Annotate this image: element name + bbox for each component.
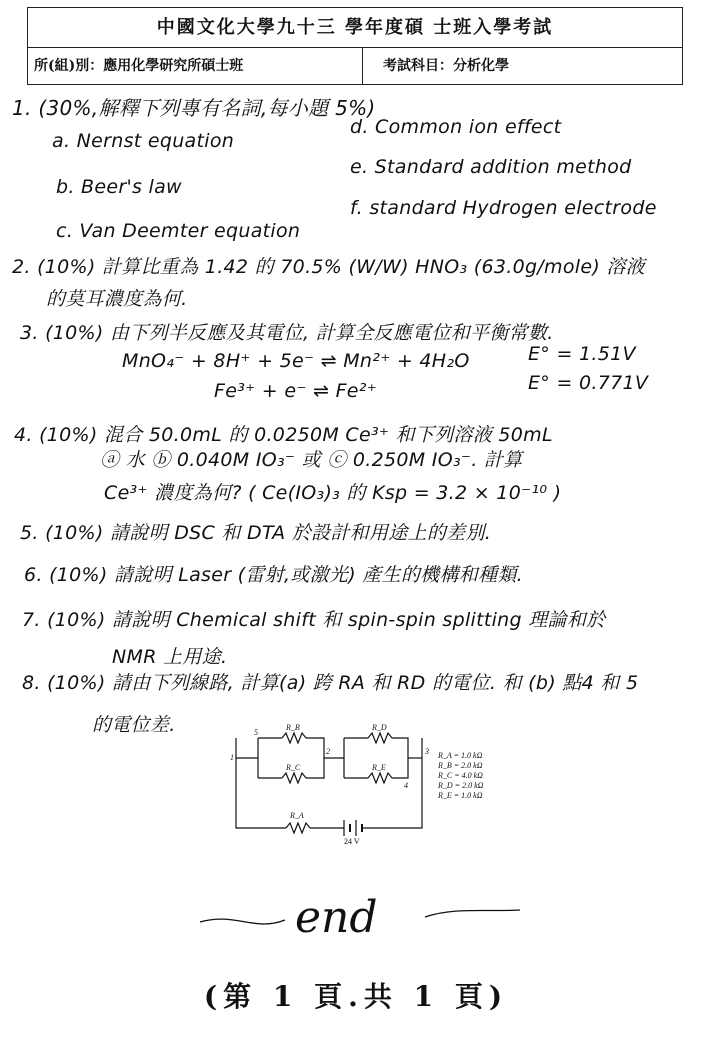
circuit-label-rb: R_B <box>286 723 300 732</box>
end-mark <box>195 882 525 952</box>
question-5: 5. (10%) 請說明 DSC 和 DTA 於設計和用途上的差別. <box>20 522 492 544</box>
question-8-line2: 的電位差. <box>92 714 176 736</box>
page-footer: (第 1 頁.共 1 頁) <box>203 980 509 1013</box>
circuit-value-rb: R_B = 2.0 kΩ <box>438 761 483 770</box>
question-3-reaction-1: MnO₄⁻ + 8H⁺ + 5e⁻ ⇌ Mn²⁺ + 4H₂O <box>122 350 470 372</box>
circuit-value-rd: R_D = 2.0 kΩ <box>438 781 484 790</box>
exam-header <box>27 7 683 85</box>
question-4-line1: 4. (10%) 混合 50.0mL 的 0.0250M Ce³⁺ 和下列溶液 50mL <box>14 424 553 446</box>
question-1a: a. Nernst equation <box>52 130 235 152</box>
circuit-voltage: 24 V <box>344 837 360 846</box>
question-1: 1. (30%,解釋下列專有名詞,每小題 5%) <box>12 96 376 120</box>
department-label: 所(組)別：應用化學研究所碩士班 <box>28 48 363 84</box>
circuit-node-2: 2 <box>326 747 330 756</box>
circuit-label-ra: R_A <box>290 811 304 820</box>
circuit-value-rc: R_C = 4.0 kΩ <box>438 771 483 780</box>
question-3-potential-2: E° = 0.771V <box>528 372 649 394</box>
circuit-node-4: 4 <box>404 781 408 790</box>
question-3-reaction-2: Fe³⁺ + e⁻ ⇌ Fe²⁺ <box>214 380 378 402</box>
circuit-label-rc: R_C <box>286 763 301 772</box>
exam-title: 中國文化大學九十三 學年度碩 士班入學考試 <box>28 8 682 48</box>
question-1c: c. Van Deemter equation <box>56 220 301 242</box>
question-4-line2: ⓐ 水 ⓑ 0.040M IO₃⁻ 或 ⓒ 0.250M IO₃⁻. 計算 <box>100 449 523 471</box>
question-1f: f. standard Hydrogen electrode <box>350 197 657 219</box>
question-6: 6. (10%) 請說明 Laser (雷射,或激光) 產生的機構和種類. <box>24 564 524 586</box>
question-1d: d. Common ion effect <box>350 116 562 138</box>
circuit-value-re: R_E = 1.0 kΩ <box>438 791 483 800</box>
question-1e: e. Standard addition method <box>350 156 632 178</box>
circuit-node-1: 1 <box>230 753 234 762</box>
question-3-potential-1: E° = 1.51V <box>528 343 636 365</box>
circuit-label-re: R_E <box>372 763 386 772</box>
circuit-node-3: 3 <box>425 747 429 756</box>
question-2-line1: 2. (10%) 計算比重為 1.42 的 70.5% (W/W) HNO₃ (63.0g/mole) 溶液 <box>12 256 645 278</box>
end-text: end <box>295 892 378 943</box>
circuit-diagram <box>226 718 516 846</box>
subject-label: 考試科目：分析化學 <box>383 58 509 74</box>
question-7-line1: 7. (10%) 請說明 Chemical shift 和 spin-spin splitting 理論和於 <box>22 609 606 631</box>
question-3: 3. (10%) 由下列半反應及其電位, 計算全反應電位和平衡常數. <box>20 322 554 344</box>
question-7-line2: NMR 上用途. <box>112 646 228 668</box>
question-1b: b. Beer's law <box>56 176 182 198</box>
circuit-label-rd: R_D <box>372 723 387 732</box>
circuit-node-5: 5 <box>254 728 258 737</box>
question-8-line1: 8. (10%) 請由下列線路, 計算(a) 跨 RA 和 RD 的電位. 和 (b) 點4 和 5 <box>22 672 639 694</box>
question-4-line3: Ce³⁺ 濃度為何? ( Ce(IO₃)₃ 的 Ksp = 3.2 × 10⁻¹⁰ ) <box>104 482 562 504</box>
circuit-value-ra: R_A = 1.0 kΩ <box>438 751 483 760</box>
question-2-line2: 的莫耳濃度為何. <box>46 288 188 310</box>
